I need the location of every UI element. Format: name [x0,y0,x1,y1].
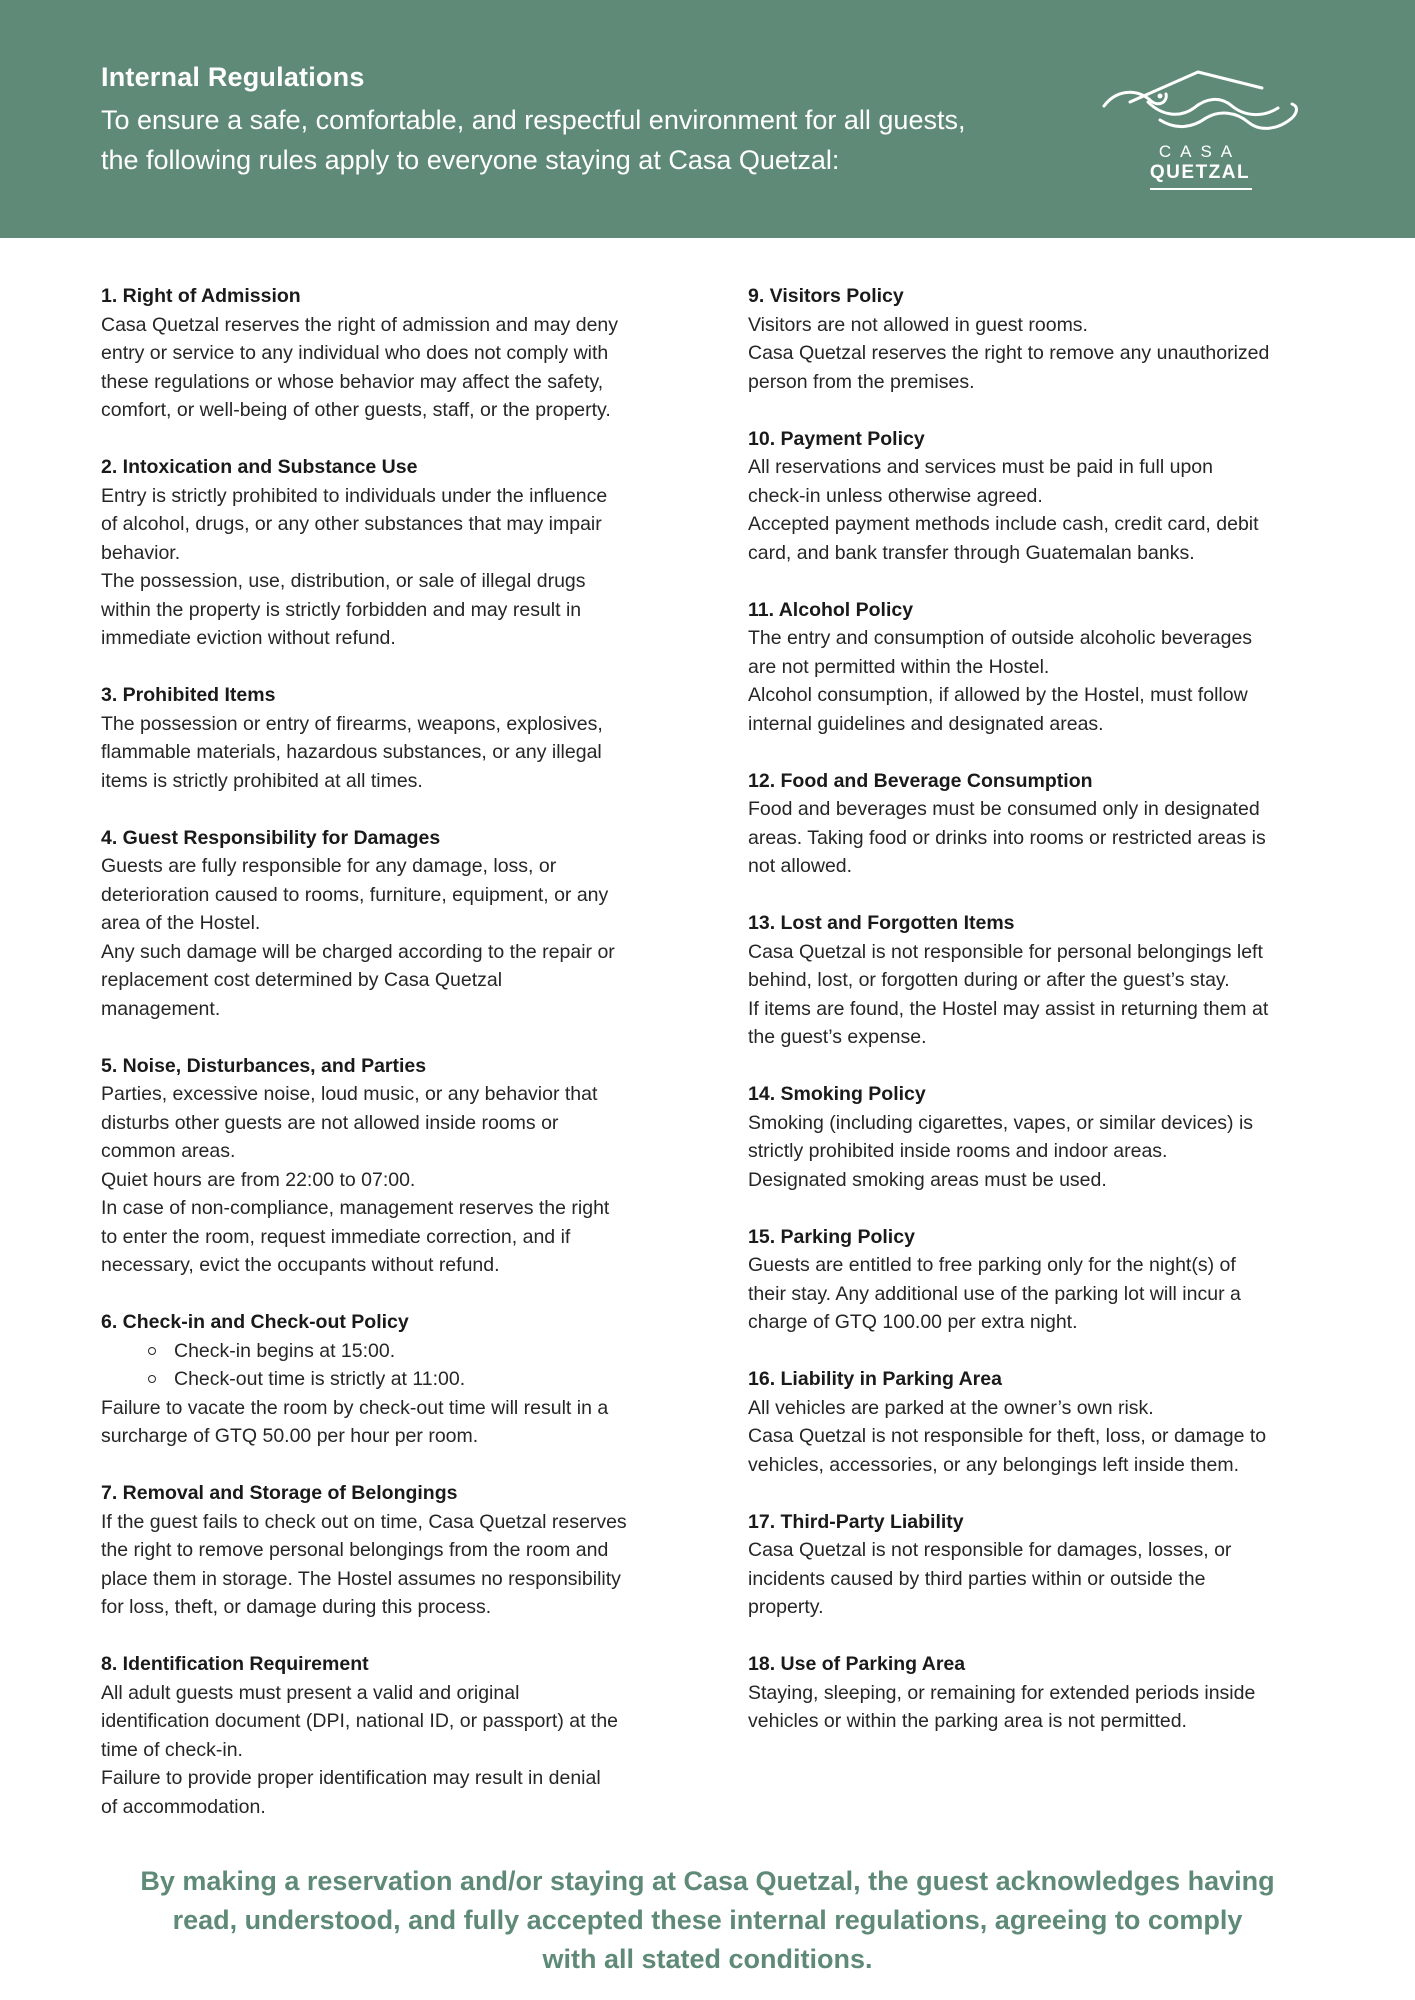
regulation-section [101,1308,681,1451]
regulation-section [101,282,681,425]
section-text-line: behind, lost, or forgotten during or after the guest’s stay. [748,969,1230,991]
regulation-section [748,282,1328,396]
section-text-line: All vehicles are parked at the owner’s own risk. [748,1396,1154,1419]
section-text-line: place them in storage. The Hostel assumes no responsibility [101,1567,621,1590]
regulation-section [748,767,1328,881]
regulation-section [101,824,681,1024]
section-heading: 5. Noise, Disturbances, and Parties [101,1054,427,1077]
section-text-line: of alcohol, drugs, or any other substances that may impair [101,513,602,535]
section-text-line: Failure to vacate the room by check-out time will result in a [101,1396,609,1419]
section-text-line: In case of non-compliance, management reserves the right [101,1197,610,1219]
section-text-line: Any such damage will be charged according to the repair or [101,940,615,963]
section-text-line: Quiet hours are from 22:00 to 07:00. [101,1168,416,1191]
section-text-line: behavior. [101,541,181,564]
section-text-line: common areas. [101,1140,236,1162]
section-text-line: Staying, sleeping, or remaining for extended periods inside [748,1681,1256,1704]
section-heading: 11. Alcohol Policy [748,598,914,621]
section-text-line: not allowed. [748,855,853,877]
logo-text-quetzal: QUETZAL [1149,162,1251,183]
bullet-text: Check-out time is strictly at 11:00. [174,1368,466,1390]
section-text-line: Casa Quetzal reserves the right of admission and may deny [101,313,619,336]
regulation-section [748,1650,1328,1736]
section-text-line: replacement cost determined by Casa Quetzal [101,969,503,991]
section-text-line: Casa Quetzal is not responsible for theft, loss, or damage to [748,1425,1267,1447]
section-text-line: area of the Hostel. [101,912,261,934]
logo-underline [1150,188,1252,190]
section-text-line: The entry and consumption of outside alcoholic beverages [748,627,1253,649]
section-heading: 3. Prohibited Items [101,684,276,706]
section-heading: 9. Visitors Policy [748,285,904,307]
section-heading: 18. Use of Parking Area [748,1653,966,1675]
subtitle-line: To ensure a safe, comfortable, and respectful environment for all guests, [101,105,966,135]
bullet-item [101,1337,681,1366]
section-text-line: The possession, use, distribution, or sale of illegal drugs [101,570,586,592]
section-heading: 15. Parking Policy [748,1225,915,1248]
section-text-line: time of check-in. [101,1738,243,1761]
section-heading: 14. Smoking Policy [748,1083,926,1105]
bullet-text: Check-in begins at 15:00. [174,1339,396,1362]
section-heading: 13. Lost and Forgotten Items [748,912,1015,934]
section-text-line: Visitors are not allowed in guest rooms. [748,313,1088,336]
section-text-line: surcharge of GTQ 50.00 per hour per room. [101,1425,479,1447]
section-text-line: person from the premises. [748,370,975,393]
page-title: Internal Regulations [101,62,365,92]
section-text-line: immediate eviction without refund. [101,627,396,649]
section-heading: 7. Removal and Storage of Belongings [101,1482,458,1504]
logo-text-casa: CASA [1158,142,1242,161]
bullet-item [101,1365,681,1394]
regulation-section [748,1508,1328,1622]
footer-line: read, understood, and fully accepted these internal regulations, agreeing to comply [172,1905,1243,1935]
regulation-section [101,1052,681,1280]
section-text-line: to enter the room, request immediate correction, and if [101,1225,571,1248]
section-text-line: Entry is strictly prohibited to individuals under the influence [101,484,608,507]
section-text-line: Smoking (including cigarettes, vapes, or similar devices) is [748,1111,1254,1134]
regulation-section [101,1479,681,1622]
section-text-line: card, and bank transfer through Guatemalan banks. [748,541,1195,564]
section-heading: 12. Food and Beverage Consumption [748,769,1093,792]
quetzal-bird-mountain-icon [1102,62,1302,144]
regulation-section [748,1080,1328,1194]
section-text-line: charge of GTQ 100.00 per extra night. [748,1311,1078,1333]
regulation-section [748,1223,1328,1337]
section-text-line: are not permitted within the Hostel. [748,655,1050,678]
section-text-line: disturbs other guests are not allowed inside rooms or [101,1111,559,1134]
section-heading: 4. Guest Responsibility for Damages [101,826,441,849]
section-text-line: vehicles, accessories, or any belongings left inside them. [748,1453,1240,1476]
section-text-line: Guests are entitled to free parking only for the night(s) of [748,1254,1236,1276]
casa-quetzal-logo [1102,62,1302,194]
hollow-bullet-icon [148,1375,156,1383]
section-text-line: necessary, evict the occupants without refund. [101,1254,500,1276]
section-text-line: internal guidelines and designated areas. [748,712,1104,735]
page-subtitle [101,100,1081,180]
section-text-line: management. [101,997,221,1020]
regulation-section [748,425,1328,568]
section-text-line: If the guest fails to check out on time, Casa Quetzal reserves [101,1510,627,1533]
section-text-line: strictly prohibited inside rooms and indoor areas. [748,1140,1168,1162]
section-text-line: All reservations and services must be paid in full upon [748,456,1213,478]
section-text-line: Accepted payment methods include cash, credit card, debit [748,513,1259,535]
section-heading: 8. Identification Requirement [101,1653,369,1675]
footer-line: with all stated conditions. [542,1944,873,1974]
section-text-line: check-in unless otherwise agreed. [748,484,1043,507]
right-column [748,282,1328,1764]
regulation-section [101,681,681,795]
section-text-line: Casa Quetzal is not responsible for damages, losses, or [748,1539,1232,1561]
section-text-line: flammable materials, hazardous substances, or any illegal [101,741,602,763]
section-heading: 10. Payment Policy [748,427,925,450]
regulation-section [101,453,681,653]
section-heading: 2. Intoxication and Substance Use [101,456,418,478]
section-text-line: incidents caused by third parties within or outside the [748,1567,1206,1590]
bullet-list [101,1337,681,1394]
section-text-line: All adult guests must present a valid and original [101,1681,520,1704]
section-text-line: property. [748,1596,824,1618]
regulation-section [748,596,1328,739]
left-column [101,282,681,1850]
section-text-line: The possession or entry of firearms, weapons, explosives, [101,712,603,735]
section-text-line: these regulations or whose behavior may affect the safety, [101,370,604,393]
section-text-line: Designated smoking areas must be used. [748,1168,1107,1191]
section-text-line: within the property is strictly forbidden and may result in [101,598,582,621]
section-heading: 6. Check-in and Check-out Policy [101,1311,409,1333]
section-text-line: comfort, or well-being of other guests, staff, or the property. [101,399,611,421]
section-text-line: Casa Quetzal is not responsible for personal belongings left [748,940,1263,963]
section-heading: 17. Third-Party Liability [748,1510,964,1533]
section-text-line: the guest’s expense. [748,1026,927,1048]
section-heading: 16. Liability in Parking Area [748,1368,1002,1390]
section-text-line: deterioration caused to rooms, furniture, equipment, or any [101,883,609,906]
section-text-line: Parties, excessive noise, loud music, or any behavior that [101,1083,598,1105]
section-text-line: for loss, theft, or damage during this process. [101,1596,492,1618]
footer-line: By making a reservation and/or staying at Casa Quetzal, the guest acknowledges having [140,1866,1275,1896]
regulation-section [101,1650,681,1821]
section-text-line: identification document (DPI, national ID, or passport) at the [101,1710,619,1732]
section-text-line: areas. Taking food or drinks into rooms or restricted areas is [748,826,1266,849]
section-text-line: their stay. Any additional use of the parking lot will incur a [748,1282,1241,1305]
regulation-section [748,1365,1328,1479]
header-banner [0,0,1415,238]
section-text-line: Casa Quetzal reserves the right to remove any unauthorized [748,342,1270,364]
section-text-line: entry or service to any individual who does not comply with [101,342,609,364]
regulation-section [748,909,1328,1052]
section-text-line: Alcohol consumption, if allowed by the Hostel, must follow [748,684,1248,706]
section-text-line: the right to remove personal belongings from the room and [101,1539,609,1561]
section-text-line: of accommodation. [101,1795,266,1818]
section-text-line: Guests are fully responsible for any damage, loss, or [101,855,557,877]
hollow-bullet-icon [148,1347,156,1355]
section-text-line: items is strictly prohibited at all times. [101,769,423,792]
subtitle-line: the following rules apply to everyone staying at Casa Quetzal: [101,145,840,175]
section-text-line: Failure to provide proper identification may result in denial [101,1767,601,1789]
section-heading: 1. Right of Admission [101,285,301,307]
acknowledgement-footer [90,1862,1325,1979]
section-text-line: vehicles or within the parking area is not permitted. [748,1710,1187,1732]
section-text-line: If items are found, the Hostel may assist in returning them at [748,997,1269,1020]
section-text-line: Food and beverages must be consumed only in designated [748,798,1260,820]
